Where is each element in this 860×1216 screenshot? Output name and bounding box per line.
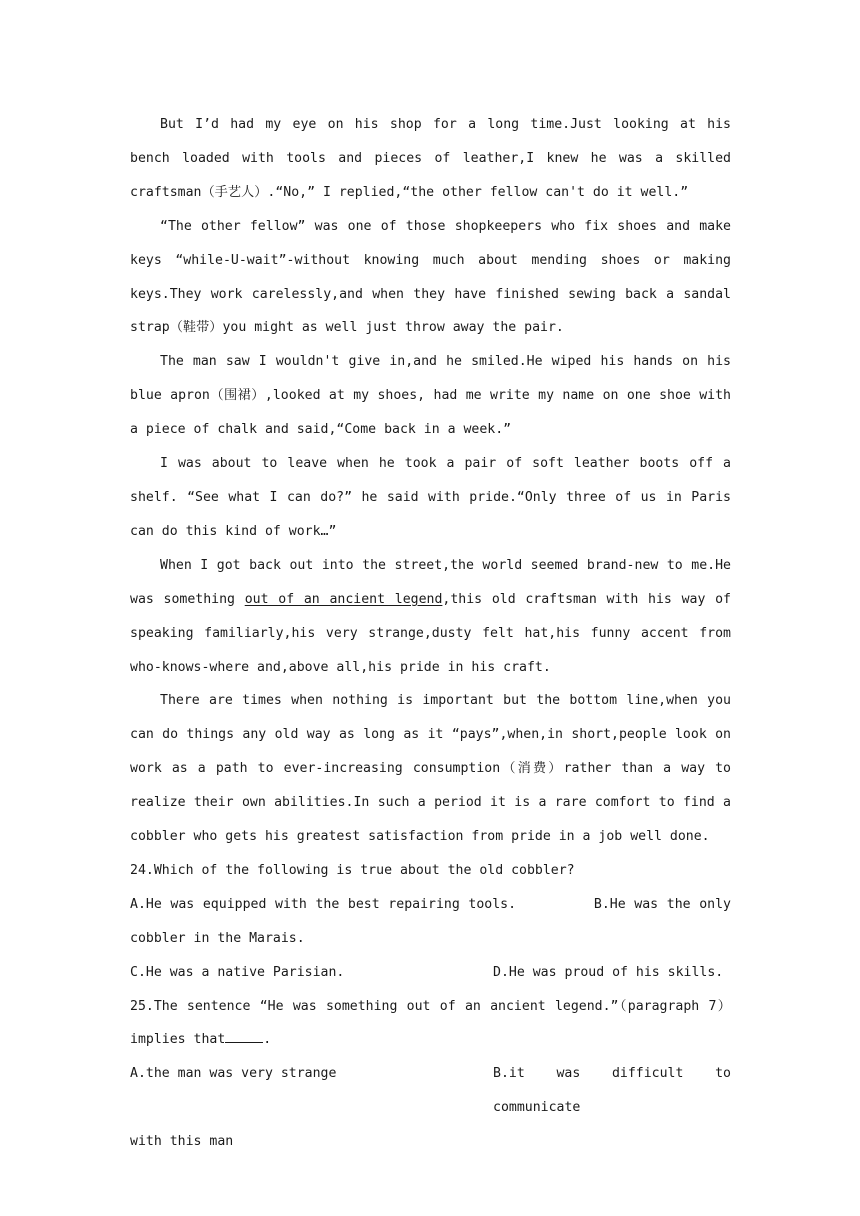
question-24-stem: 24.Which of the following is true about the old cobbler? (130, 862, 575, 878)
question-25-stem-text: 25.The sentence “He was something out of an ancient legend.”（paragraph 7）implies that (130, 998, 731, 1048)
question-25-option-a: A.the man was very strange (130, 1066, 337, 1082)
question-25-option-b-start: B.it was difficult to communicate (493, 1066, 731, 1116)
paragraph-5 (130, 549, 731, 685)
question-25-option-b-continued: with this man (130, 1134, 234, 1150)
question-25-stem (130, 990, 731, 1058)
question-24-option-b: B.He was the only cobbler in the Marais. (130, 896, 731, 946)
paragraph-4: I was about to leave when he took a pair of soft leather boots off a shelf. “See what I can do?” he said with pride.“Only three of us in Paris can do this kind of work…” (130, 456, 731, 539)
question-24-options-ab (130, 888, 731, 956)
paragraph-5-end: ,this old craftsman with his way of speaking familiarly,his very strange,dusty felt hat,his funny accent from who-knows-where and,above all,his pride in his craft. (130, 591, 731, 675)
paragraph-3: The man saw I wouldn't give in,and he smiled.He wiped his hands on his blue apron（围裙）,looked at my shoes, had me write my name on one shoe with a piece of chalk and said,“Come back in a week.” (130, 354, 731, 438)
paragraph-1: But I’d had my eye on his shop for a long time.Just looking at his bench loaded with tools and pieces of leather,I knew he was a skilled craftsman（手艺人）.“No,” I replied,“the other fellow can't do it well.” (130, 117, 731, 200)
question-24-option-c: C.He was a native Parisian. (130, 964, 345, 980)
paragraph-5-start: When I got back out into the street,the world seemed brand-new to me.He was something (130, 557, 731, 607)
paragraph-6: There are times when nothing is important but the bottom line,when you can do things any old way as long as it “pays”,when,in short,people look on work as a path to ever-increasing consumption（消费）rather than a way to realize their own abilities.In such a period it is a rare comfort to find a cobbler who gets his greatest satisfaction from pride in a job well done. (130, 693, 731, 845)
question-25-options-ab (130, 1057, 731, 1125)
answer-blank (225, 1030, 263, 1043)
underlined-phrase: out of an ancient legend (244, 591, 443, 607)
question-25-stem-end: . (263, 1032, 272, 1048)
paragraph-2: “The other fellow” was one of those shopkeepers who fix shoes and make keys “while-U-wait”-without knowing much about mending shoes or making keys.They work carelessly,and when they have finished sewing back a sandal strap（鞋带）you might as well just throw away the pair. (130, 218, 731, 336)
question-24-option-d: D.He was proud of his skills. (493, 964, 724, 980)
question-24-options-cd (130, 956, 731, 990)
reading-passage (130, 108, 731, 1159)
question-24-option-a: A.He was equipped with the best repairing tools. (130, 896, 517, 912)
